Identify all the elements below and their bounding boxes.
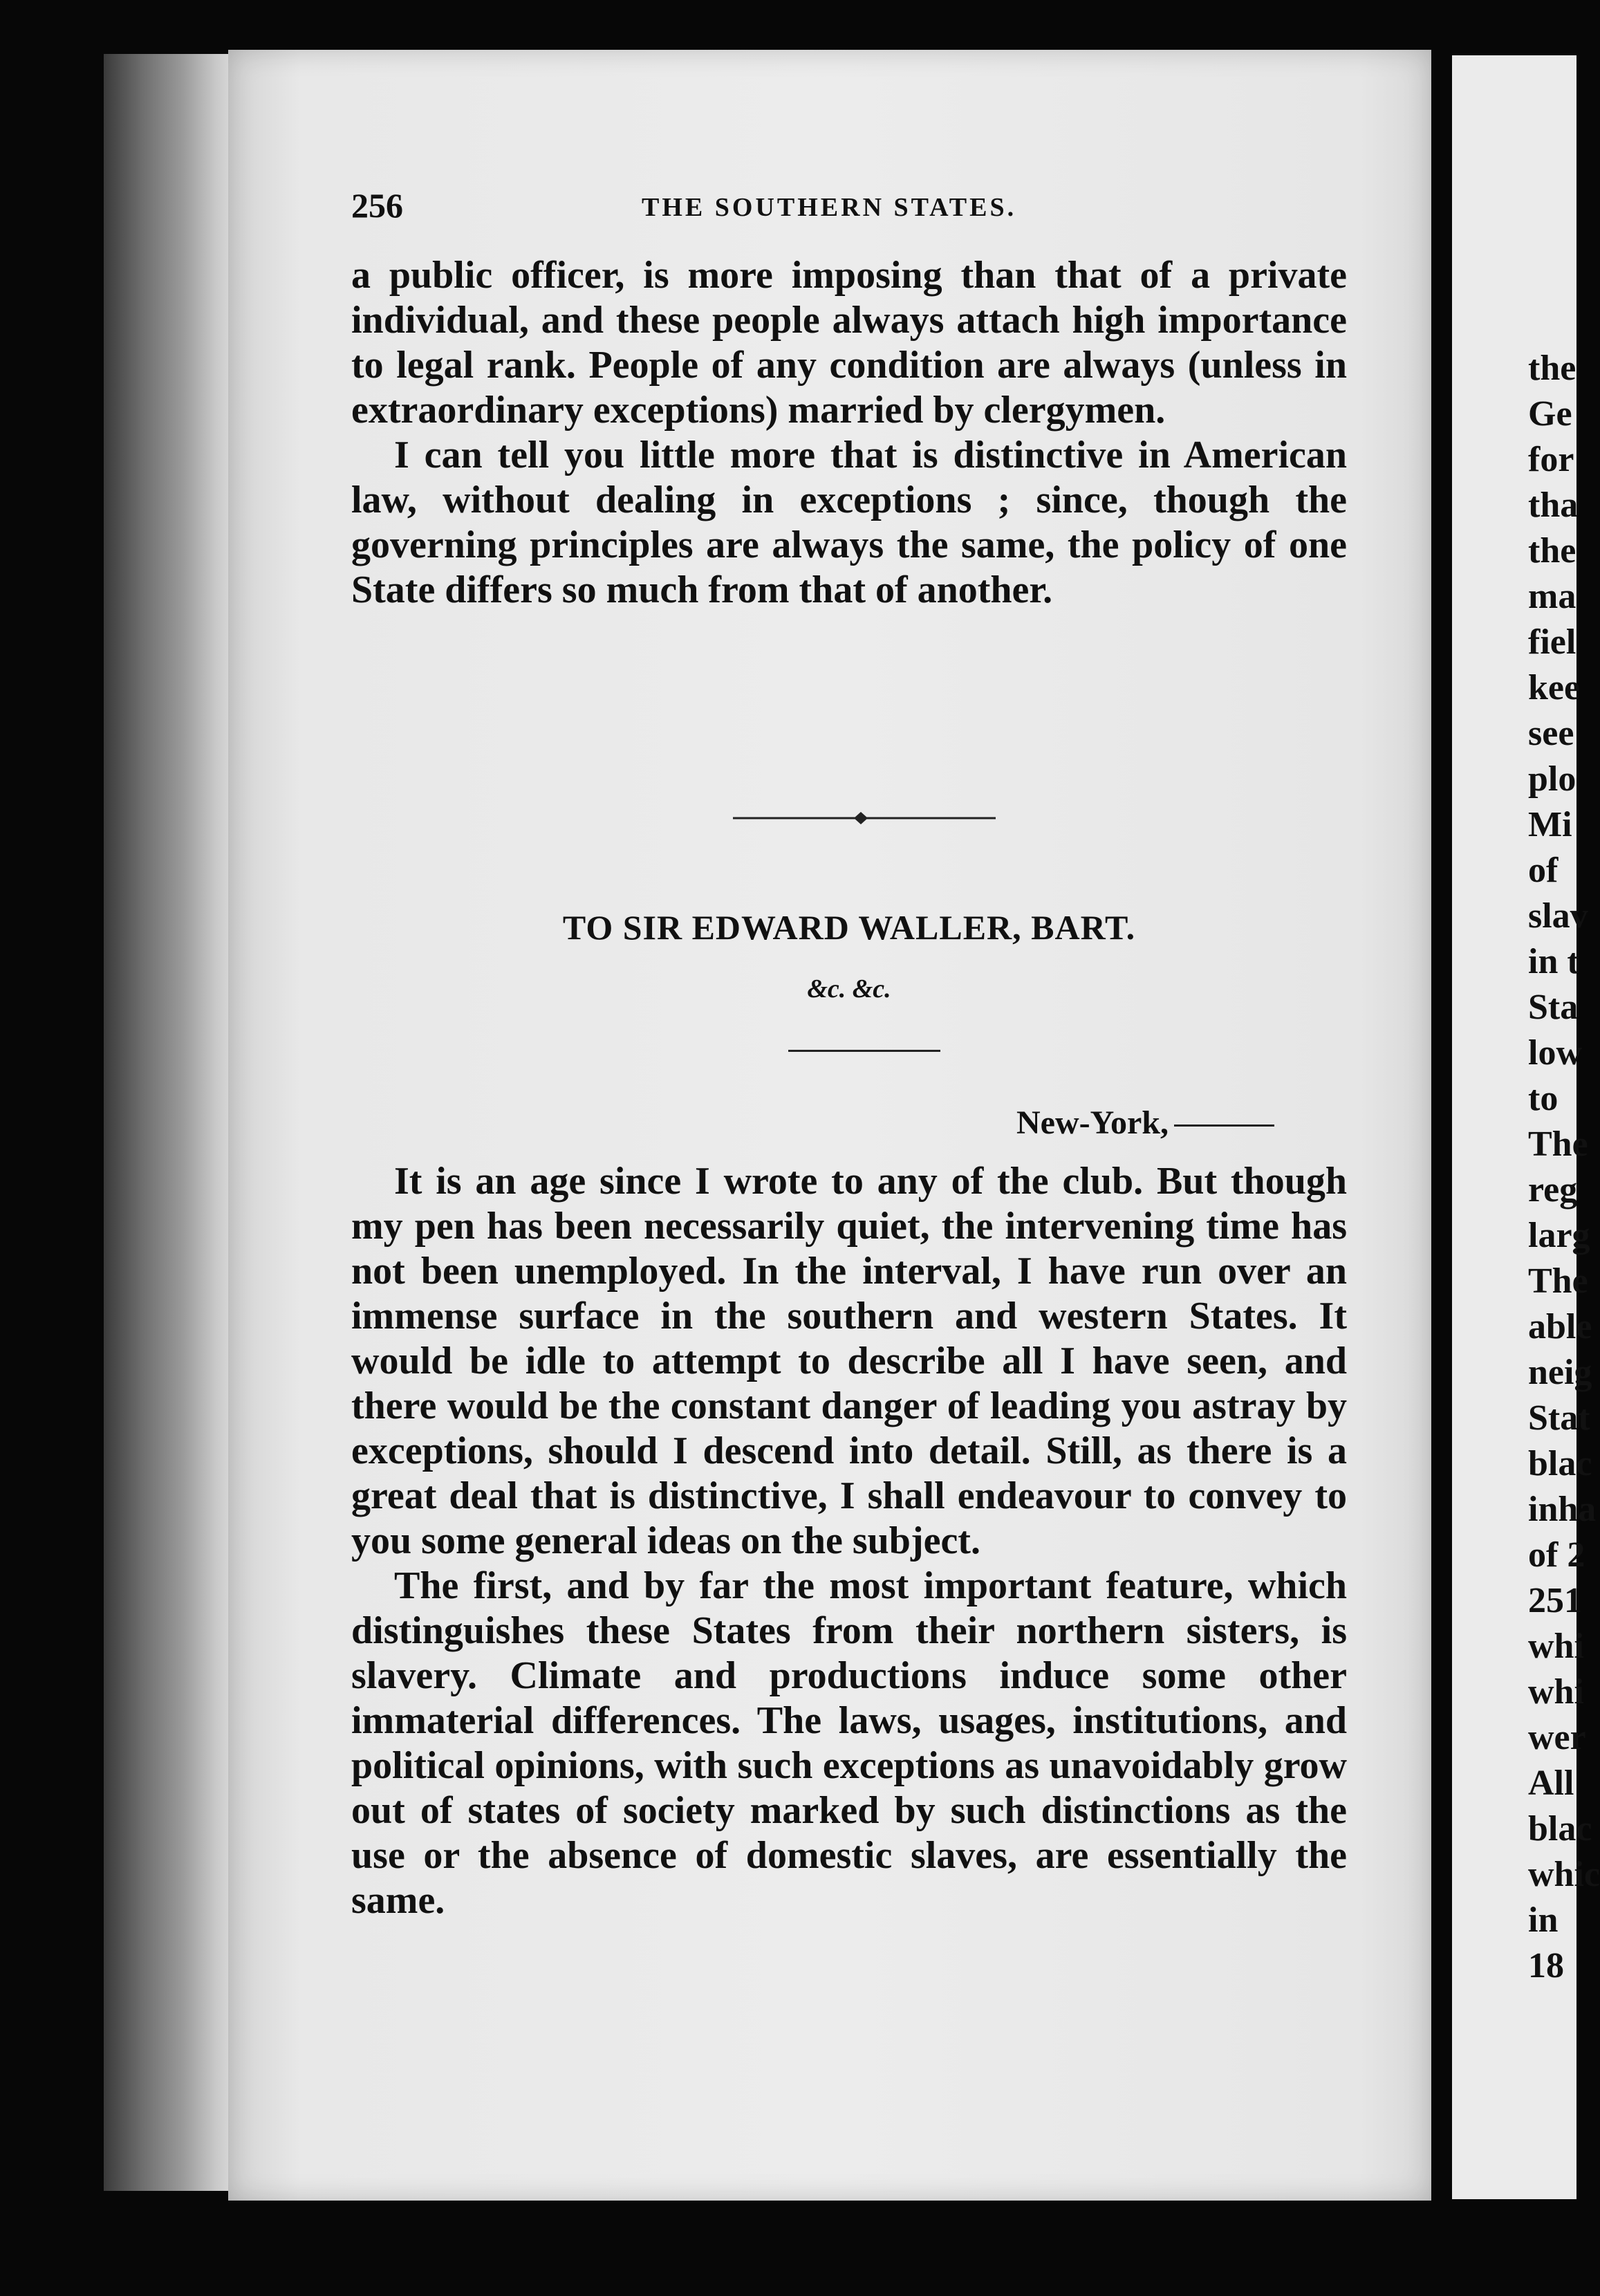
- adjacent-fragment: larg: [1528, 1216, 1590, 1255]
- adjacent-fragment: whic: [1528, 1855, 1600, 1894]
- adjacent-fragment: of: [1528, 851, 1559, 890]
- adjacent-fragment: 251: [1528, 1581, 1582, 1620]
- paragraph: a public officer, is more imposing than that of a private individual, and these people always attach high importance to legal rank. People of any condition are always (unless in extraordinary exceptions) married by clergymen.: [351, 254, 1347, 432]
- letter-body: [351, 1159, 1347, 1923]
- adjacent-fragment: whi: [1528, 1672, 1584, 1712]
- adjacent-fragment: slav: [1528, 896, 1588, 936]
- title-rule: [788, 1050, 940, 1052]
- adjacent-fragment: Ge: [1528, 394, 1572, 434]
- adjacent-fragment: in 18: [1528, 1900, 1564, 1985]
- adjacent-fragment: plo: [1528, 759, 1576, 799]
- adjacent-fragment: Stat: [1528, 1398, 1590, 1438]
- adjacent-fragment: for: [1528, 440, 1574, 479]
- adjacent-fragment: to: [1528, 1079, 1559, 1118]
- adjacent-fragment: reg: [1528, 1170, 1578, 1210]
- page-header: [351, 185, 1354, 234]
- paragraph: I can tell you little more that is distinctive in American law, without dealing in exceptions ; since, though the governing principles are always the same, the policy of one State differs so much from that of another.: [351, 434, 1347, 611]
- adjacent-fragment: blac: [1528, 1809, 1592, 1849]
- book-spine: [104, 54, 235, 2191]
- paragraph: It is an age since I wrote to any of the club. But though my pen has been necessarily quiet, the intervening time has not been unemployed. In the interval, I have run over an immense surface in the southern and western States. It would be idle to attempt to describe all I have seen, and there would be the constant danger of leading you astray by exceptions, should I descend into detail. Still, as there is a great deal that is distinctive, I shall endeavour to convey to you some general ideas on the subject.: [351, 1160, 1347, 1562]
- page-number: 256: [351, 186, 403, 225]
- adjacent-fragment: wer: [1528, 1718, 1586, 1757]
- section-ornament: [733, 808, 996, 828]
- adjacent-fragment: neig: [1528, 1353, 1592, 1392]
- top-text-block: [351, 253, 1347, 613]
- adjacent-fragment: in t: [1528, 942, 1579, 981]
- adjacent-fragment: blac: [1528, 1444, 1592, 1483]
- adjacent-fragment: the: [1528, 531, 1576, 571]
- adjacent-fragment: tha: [1528, 485, 1579, 525]
- adjacent-fragment: The: [1528, 1261, 1588, 1301]
- running-head: THE SOUTHERN STATES.: [642, 193, 1017, 222]
- adjacent-fragment: see: [1528, 714, 1574, 753]
- paragraph: The first, and by far the most important feature, which distinguishes these States from their northern sisters, is slavery. Climate and productions induce some other immaterial differences. The laws, usages, institutions, and political opinions, with such exceptions as unavoidably grow out of states of society marked by such distinctions as the use or the absence of domestic slaves, are essentially the same.: [351, 1564, 1347, 1922]
- letter-title: TO SIR EDWARD WALLER, BART.: [562, 908, 1136, 947]
- dateline-blank: [1174, 1124, 1274, 1127]
- adjacent-page-text: [1528, 346, 1600, 1989]
- adjacent-fragment: the: [1528, 349, 1576, 388]
- adjacent-fragment: Mi: [1528, 805, 1572, 844]
- adjacent-fragment: of 2: [1528, 1535, 1585, 1575]
- adjacent-fragment: low: [1528, 1033, 1582, 1073]
- dateline-place: New-York,: [1016, 1104, 1169, 1141]
- adjacent-fragment: All: [1528, 1763, 1574, 1803]
- adjacent-fragment: whi: [1528, 1627, 1584, 1666]
- adjacent-page: [1452, 55, 1600, 2199]
- adjacent-fragment: Sta: [1528, 988, 1579, 1027]
- adjacent-fragment: able: [1528, 1307, 1592, 1346]
- adjacent-fragment: inha: [1528, 1490, 1597, 1529]
- adjacent-fragment: kee: [1528, 668, 1581, 707]
- dateline: [1016, 1104, 1274, 1142]
- adjacent-fragment: fiel: [1528, 622, 1576, 662]
- adjacent-fragment: The: [1528, 1124, 1588, 1164]
- letter-subtitle: &c. &c.: [807, 974, 891, 1003]
- adjacent-fragment: ma: [1528, 577, 1576, 616]
